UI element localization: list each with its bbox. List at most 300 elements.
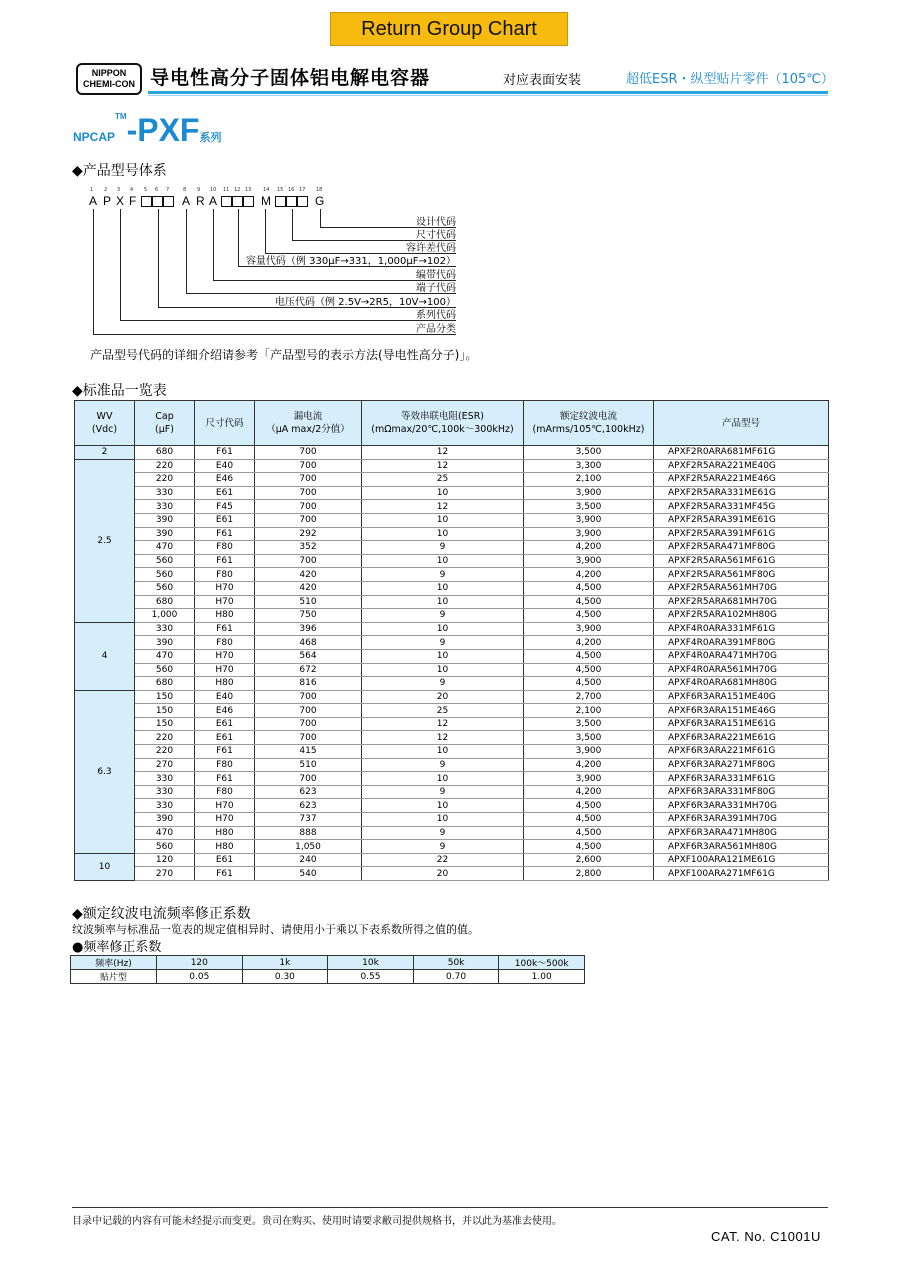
digit-label: 6	[155, 187, 159, 193]
header-cap: Cap (μF)	[135, 401, 195, 446]
size-code-cell: E61	[195, 717, 255, 731]
table-row	[75, 622, 829, 636]
code-box	[232, 196, 243, 207]
leakage-cell: 672	[255, 663, 362, 677]
ripple-cell: 3,900	[524, 622, 654, 636]
code-label-category: 产品分类	[416, 324, 456, 335]
code-label-taping: 编带代码	[416, 270, 456, 281]
part-numbering-title: ◆产品型号体系	[72, 163, 167, 179]
header-part-number: 产品型号	[654, 401, 829, 446]
table-row	[75, 826, 829, 840]
cap-cell: 680	[135, 677, 195, 691]
digit-label: 16	[288, 187, 295, 193]
coefficient-row-label: 贴片型	[71, 970, 157, 984]
leader-line	[213, 209, 214, 280]
cap-cell: 270	[135, 867, 195, 881]
size-code-cell: H70	[195, 595, 255, 609]
size-code-cell: H80	[195, 826, 255, 840]
part-number-cell: APXF100ARA121ME61G	[654, 853, 829, 867]
coefficient-cell: 0.55	[328, 970, 414, 984]
esr-cell: 9	[362, 758, 524, 772]
digit-label: 7	[166, 187, 170, 193]
wv-cell: 4	[75, 622, 135, 690]
code-box	[275, 196, 286, 207]
code-label-voltage: 电压代码（例 2.5V→2R5，10V→100）	[274, 297, 456, 308]
table-row	[75, 554, 829, 568]
leakage-cell: 700	[255, 446, 362, 460]
ripple-cell: 4,200	[524, 758, 654, 772]
leader-line	[292, 209, 293, 240]
ripple-cell: 3,500	[524, 446, 654, 460]
leader-line	[93, 334, 456, 335]
leakage-cell: 700	[255, 513, 362, 527]
leader-line	[120, 209, 121, 320]
table-row	[75, 867, 829, 881]
frequency-title: ◆额定纹波电流频率修正系数	[72, 906, 251, 922]
cap-cell: 220	[135, 745, 195, 759]
leader-line	[93, 209, 94, 334]
esr-cell: 20	[362, 690, 524, 704]
leakage-cell: 510	[255, 595, 362, 609]
size-code-cell: E46	[195, 473, 255, 487]
cap-cell: 470	[135, 649, 195, 663]
part-number-cell: APXF2R5ARA221ME40G	[654, 459, 829, 473]
leakage-cell: 700	[255, 459, 362, 473]
cap-cell: 220	[135, 473, 195, 487]
header-ripple: 额定纹波电流 (mArms/105℃,100kHz)	[524, 401, 654, 446]
ripple-cell: 3,900	[524, 486, 654, 500]
table-row	[75, 649, 829, 663]
wv-cell: 2	[75, 446, 135, 460]
cap-cell: 390	[135, 527, 195, 541]
table-row	[75, 663, 829, 677]
part-number-cell: APXF4R0ARA471MH70G	[654, 649, 829, 663]
code-char: R	[196, 194, 205, 208]
cap-cell: 470	[135, 541, 195, 555]
code-label-tolerance: 容许差代码	[406, 243, 456, 254]
leakage-cell: 1,050	[255, 840, 362, 854]
part-numbering-note: 产品型号代码的详细介绍请参考「产品型号的表示方法(导电性高分子)」。	[90, 348, 478, 362]
size-code-cell: E40	[195, 459, 255, 473]
part-number-cell: APXF6R3ARA221ME61G	[654, 731, 829, 745]
catalog-number: CAT. No. C1001U	[711, 1229, 821, 1244]
cap-cell: 330	[135, 500, 195, 514]
leakage-cell: 352	[255, 541, 362, 555]
size-code-cell: H70	[195, 813, 255, 827]
table-row	[75, 541, 829, 555]
size-code-cell: E46	[195, 704, 255, 718]
part-number-cell: APXF2R5ARA471MF80G	[654, 541, 829, 555]
part-number-cell: APXF6R3ARA331MF61G	[654, 772, 829, 786]
cap-cell: 150	[135, 690, 195, 704]
leakage-cell: 700	[255, 554, 362, 568]
code-box	[297, 196, 308, 207]
standard-ratings-table	[74, 400, 829, 881]
digit-label: 17	[299, 187, 306, 193]
esr-cell: 9	[362, 785, 524, 799]
part-number-cell: APXF6R3ARA331MH70G	[654, 799, 829, 813]
part-number-cell: APXF100ARA271MF61G	[654, 867, 829, 881]
header-esr: 等效串联电阻(ESR) (mΩmax/20℃,100k～300kHz)	[362, 401, 524, 446]
size-code-cell: H70	[195, 799, 255, 813]
frequency-cell: 120	[157, 956, 243, 970]
series-prefix: NPCAP	[73, 130, 116, 144]
table-row	[75, 568, 829, 582]
cap-cell: 390	[135, 813, 195, 827]
leakage-cell: 700	[255, 772, 362, 786]
esr-cell: 9	[362, 568, 524, 582]
cap-cell: 560	[135, 840, 195, 854]
table-row	[75, 581, 829, 595]
cap-cell: 270	[135, 758, 195, 772]
part-number-cell: APXF4R0ARA681MH80G	[654, 677, 829, 691]
ripple-cell: 3,900	[524, 527, 654, 541]
part-number-cell: APXF2R5ARA391MF61G	[654, 527, 829, 541]
ripple-cell: 4,500	[524, 663, 654, 677]
ripple-cell: 2,700	[524, 690, 654, 704]
part-number-cell: APXF4R0ARA331MF61G	[654, 622, 829, 636]
code-char: P	[103, 194, 112, 208]
ripple-cell: 4,500	[524, 649, 654, 663]
code-char: A	[209, 194, 218, 208]
frequency-row	[71, 956, 585, 970]
leakage-cell: 292	[255, 527, 362, 541]
digit-label: 15	[277, 187, 284, 193]
digit-label: 5	[144, 187, 148, 193]
ripple-cell: 3,900	[524, 513, 654, 527]
feature-text: 超低ESR・纵型贴片零件（105℃）	[626, 72, 834, 87]
leakage-cell: 700	[255, 731, 362, 745]
wv-cell: 6.3	[75, 690, 135, 853]
leakage-cell: 623	[255, 785, 362, 799]
part-number-cell: APXF2R5ARA391ME61G	[654, 513, 829, 527]
code-box	[221, 196, 232, 207]
cap-cell: 1,000	[135, 609, 195, 623]
ripple-cell: 3,900	[524, 745, 654, 759]
esr-cell: 12	[362, 500, 524, 514]
frequency-cell: 100k～500k	[499, 956, 585, 970]
leakage-cell: 540	[255, 867, 362, 881]
leader-line	[158, 209, 159, 307]
ripple-cell: 3,900	[524, 554, 654, 568]
size-code-cell: F80	[195, 541, 255, 555]
ripple-cell: 2,100	[524, 704, 654, 718]
code-box	[243, 196, 254, 207]
leakage-cell: 700	[255, 486, 362, 500]
table-row	[75, 690, 829, 704]
esr-cell: 10	[362, 799, 524, 813]
table-row	[75, 446, 829, 460]
code-char: M	[261, 194, 271, 208]
leakage-cell: 415	[255, 745, 362, 759]
table-row	[75, 717, 829, 731]
digit-label: 4	[130, 187, 134, 193]
leakage-cell: 240	[255, 853, 362, 867]
code-box	[152, 196, 163, 207]
size-code-cell: H70	[195, 649, 255, 663]
part-number-cell: APXF2R0ARA681MF61G	[654, 446, 829, 460]
esr-cell: 10	[362, 554, 524, 568]
code-char: F	[129, 194, 137, 208]
part-number-cell: APXF6R3ARA271MF80G	[654, 758, 829, 772]
cap-cell: 560	[135, 554, 195, 568]
wv-cell: 2.5	[75, 459, 135, 622]
ripple-cell: 4,500	[524, 840, 654, 854]
part-number-cell: APXF2R5ARA102MH80G	[654, 609, 829, 623]
code-box	[141, 196, 152, 207]
footer-disclaimer: 目录中记载的内容有可能未经提示而变更。贵司在购买、使用时请要求敝司提供规格书，并以此为基准去使用。	[72, 1216, 562, 1227]
ripple-cell: 4,500	[524, 609, 654, 623]
esr-cell: 12	[362, 717, 524, 731]
esr-cell: 22	[362, 853, 524, 867]
esr-cell: 10	[362, 581, 524, 595]
size-code-cell: F61	[195, 867, 255, 881]
esr-cell: 9	[362, 840, 524, 854]
esr-cell: 9	[362, 636, 524, 650]
part-number-cell: APXF6R3ARA391MH70G	[654, 813, 829, 827]
cap-cell: 560	[135, 568, 195, 582]
leakage-cell: 700	[255, 690, 362, 704]
mount-type: 对应表面安装	[503, 73, 582, 88]
part-number-cell: APXF2R5ARA221ME46G	[654, 473, 829, 487]
leakage-cell: 420	[255, 568, 362, 582]
leakage-cell: 396	[255, 622, 362, 636]
footer-divider	[72, 1207, 828, 1208]
size-code-cell: H80	[195, 677, 255, 691]
esr-cell: 10	[362, 595, 524, 609]
cap-cell: 150	[135, 717, 195, 731]
cap-cell: 560	[135, 663, 195, 677]
table-row	[75, 853, 829, 867]
cap-cell: 330	[135, 785, 195, 799]
leader-line	[265, 209, 266, 253]
series-suffix: 系列	[199, 132, 222, 144]
logo-line-2: CHEMI-CON	[83, 79, 135, 89]
size-code-cell: H80	[195, 840, 255, 854]
esr-cell: 9	[362, 826, 524, 840]
ripple-cell: 3,500	[524, 500, 654, 514]
esr-cell: 10	[362, 745, 524, 759]
part-number-cell: APXF2R5ARA331MF45G	[654, 500, 829, 514]
size-code-cell: F80	[195, 758, 255, 772]
code-label-terminal: 端子代码	[416, 283, 456, 294]
part-number-cell: APXF6R3ARA151ME61G	[654, 717, 829, 731]
table-row	[75, 758, 829, 772]
cap-cell: 330	[135, 772, 195, 786]
ripple-cell: 4,500	[524, 581, 654, 595]
ripple-cell: 4,200	[524, 785, 654, 799]
coefficient-cell: 0.05	[157, 970, 243, 984]
esr-cell: 10	[362, 663, 524, 677]
table-row	[75, 745, 829, 759]
size-code-cell: H70	[195, 581, 255, 595]
table-row	[75, 785, 829, 799]
leader-line	[186, 209, 187, 293]
leakage-cell: 700	[255, 717, 362, 731]
leakage-cell: 623	[255, 799, 362, 813]
part-number-cell: APXF4R0ARA391MF80G	[654, 636, 829, 650]
table-row	[75, 609, 829, 623]
part-number-cell: APXF2R5ARA561MF61G	[654, 554, 829, 568]
esr-cell: 10	[362, 813, 524, 827]
part-number-cell: APXF6R3ARA561MH80G	[654, 840, 829, 854]
leader-line	[238, 209, 239, 266]
size-code-cell: H80	[195, 609, 255, 623]
cap-cell: 680	[135, 595, 195, 609]
ripple-cell: 2,100	[524, 473, 654, 487]
frequency-description: 纹波频率与标准品一览表的规定值相异时、请使用小于乘以下表系数所得之值的值。	[72, 923, 479, 936]
header-wv: WV (Vdc)	[75, 401, 135, 446]
nippon-chemicon-logo	[76, 63, 142, 95]
size-code-cell: F80	[195, 568, 255, 582]
esr-cell: 10	[362, 622, 524, 636]
ripple-cell: 4,200	[524, 636, 654, 650]
cap-cell: 220	[135, 731, 195, 745]
ripple-cell: 3,300	[524, 459, 654, 473]
frequency-cell: 1k	[242, 956, 328, 970]
cap-cell: 390	[135, 513, 195, 527]
size-code-cell: E61	[195, 853, 255, 867]
ripple-cell: 4,500	[524, 813, 654, 827]
leakage-cell: 816	[255, 677, 362, 691]
part-number-cell: APXF6R3ARA151ME40G	[654, 690, 829, 704]
table-row	[75, 595, 829, 609]
cap-cell: 330	[135, 622, 195, 636]
size-code-cell: F61	[195, 527, 255, 541]
header-divider	[148, 91, 828, 94]
size-code-cell: F61	[195, 622, 255, 636]
table-row	[75, 527, 829, 541]
header-size-code: 尺寸代码	[195, 401, 255, 446]
cap-cell: 390	[135, 636, 195, 650]
leader-line	[120, 320, 456, 321]
ripple-cell: 4,500	[524, 595, 654, 609]
ripple-cell: 4,200	[524, 541, 654, 555]
size-code-cell: E40	[195, 690, 255, 704]
table-row	[75, 473, 829, 487]
table-row	[75, 500, 829, 514]
ripple-cell: 3,900	[524, 772, 654, 786]
trademark: TM	[115, 112, 127, 121]
ripple-cell: 4,200	[524, 568, 654, 582]
size-code-cell: E61	[195, 513, 255, 527]
ripple-cell: 4,500	[524, 826, 654, 840]
esr-cell: 10	[362, 527, 524, 541]
size-code-cell: E61	[195, 486, 255, 500]
part-number-cell: APXF2R5ARA681MH70G	[654, 595, 829, 609]
cap-cell: 150	[135, 704, 195, 718]
leakage-cell: 564	[255, 649, 362, 663]
table-row	[75, 677, 829, 691]
code-char: A	[89, 194, 98, 208]
table-row	[75, 459, 829, 473]
esr-cell: 12	[362, 731, 524, 745]
series-heading	[73, 112, 221, 149]
frequency-cell: 10k	[328, 956, 414, 970]
digit-label: 11	[223, 187, 230, 193]
size-code-cell: F61	[195, 554, 255, 568]
leakage-cell: 510	[255, 758, 362, 772]
esr-cell: 25	[362, 473, 524, 487]
return-group-chart-button[interactable]: Return Group Chart	[330, 12, 568, 46]
coefficient-cell: 0.70	[413, 970, 499, 984]
esr-cell: 12	[362, 459, 524, 473]
digit-label: 8	[183, 187, 187, 193]
esr-cell: 9	[362, 677, 524, 691]
digit-label: 13	[245, 187, 252, 193]
digit-label: 14	[263, 187, 270, 193]
leakage-cell: 700	[255, 500, 362, 514]
esr-cell: 20	[362, 867, 524, 881]
standard-table-title: ◆标准品一览表	[72, 383, 167, 399]
part-number-cell: APXF6R3ARA221MF61G	[654, 745, 829, 759]
coefficient-cell: 1.00	[499, 970, 585, 984]
code-box	[163, 196, 174, 207]
part-number-cell: APXF2R5ARA561MF80G	[654, 568, 829, 582]
esr-cell: 10	[362, 772, 524, 786]
table-row	[75, 486, 829, 500]
series-name: PXF	[137, 112, 200, 148]
cap-cell: 330	[135, 486, 195, 500]
code-label-design: 设计代码	[416, 217, 456, 228]
part-number-cell: APXF6R3ARA331MF80G	[654, 785, 829, 799]
frequency-subtitle: ●频率修正系数	[72, 940, 162, 955]
table-row	[75, 772, 829, 786]
header-leakage: 漏电流 （μA max/2分值）	[255, 401, 362, 446]
leader-line	[320, 209, 321, 227]
leakage-cell: 700	[255, 704, 362, 718]
coefficient-row	[71, 970, 585, 984]
frequency-cell: 50k	[413, 956, 499, 970]
esr-cell: 10	[362, 486, 524, 500]
digit-label: 12	[234, 187, 241, 193]
digit-label: 18	[316, 187, 323, 193]
page-title: 导电性高分子固体铝电解电容器	[150, 67, 431, 89]
code-char: G	[315, 194, 325, 208]
table-row	[75, 513, 829, 527]
digit-label: 9	[197, 187, 201, 193]
table-row	[75, 813, 829, 827]
leakage-cell: 888	[255, 826, 362, 840]
ripple-cell: 4,500	[524, 677, 654, 691]
ripple-cell: 3,500	[524, 731, 654, 745]
logo-line-1: NIPPON	[91, 68, 127, 78]
cap-cell: 120	[135, 853, 195, 867]
digit-label: 10	[210, 187, 217, 193]
part-number-cell: APXF2R5ARA331ME61G	[654, 486, 829, 500]
ripple-cell: 3,500	[524, 717, 654, 731]
esr-cell: 10	[362, 513, 524, 527]
digit-label: 1	[90, 187, 94, 193]
cap-cell: 470	[135, 826, 195, 840]
ripple-cell: 2,600	[524, 853, 654, 867]
cap-cell: 330	[135, 799, 195, 813]
cap-cell: 560	[135, 581, 195, 595]
size-code-cell: F61	[195, 745, 255, 759]
table-row	[75, 840, 829, 854]
part-number-cell: APXF6R3ARA471MH80G	[654, 826, 829, 840]
leakage-cell: 468	[255, 636, 362, 650]
header-divider-light	[148, 95, 828, 96]
size-code-cell: F61	[195, 772, 255, 786]
size-code-cell: F80	[195, 785, 255, 799]
table-row	[75, 731, 829, 745]
code-label-series: 系列代码	[416, 310, 456, 321]
part-number-cell: APXF2R5ARA561MH70G	[654, 581, 829, 595]
esr-cell: 9	[362, 609, 524, 623]
part-number-cell: APXF4R0ARA561MH70G	[654, 663, 829, 677]
size-code-cell: F45	[195, 500, 255, 514]
